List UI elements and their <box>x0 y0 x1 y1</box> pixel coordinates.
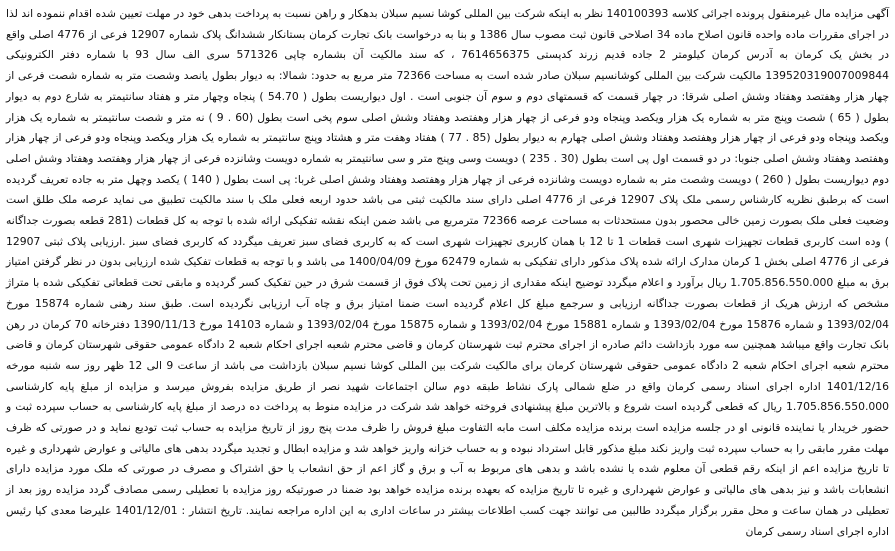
auction-notice-text: آگهی مزایده مال غیرمنقول پرونده اجرائی کلاسه 140100393 نظر به اینکه شرکت بین المللی کوشا نسیم سبلان بدهکار و راهن نسبت به پرداخت بدهی خود در مهلت تعیین شده اقدام ننموده اند لذا در اجرای مقررات ماده واحده قانون اصلاح ماده 34 اصلاحی قانون ثبت مصوب سال 1386 و بنا به درخواست بانک تجارت کرمان بستانکار ششدانگ پلاک شماره 12907 فرعی از 4776 اصلی واقع در بخش یک کرمان به آدرس کرمان کیلومتر 2 جاده قدیم زرند کدپستی 7614656375 ، که سند مالکیت آن بشماره چاپی 571326 سری الف سال 93 با شماره دفتر الکترونیکی 139520319007009844 مالکیت شرکت بین المللی کوشانسیم سبلان صادر شده است به مساحت 72366 متر مربع به حدود: شمالا: به دیوار بطول یانصد وشصت متر به شماره شصت فرعی از چهار هزار وهفتصد وهفتاد وشش اصلی شرقا: در چهار قسمت که قسمتهای دوم و سوم آن جنوبی است . اول دیواریست بطول ( 54.70 ) پنجاه وچهار متر و هفتاد سانتیمتر به شارع دوم به دیوار بطول ( 65 ) شصت وپنج متر به شماره یک هزار ویکصد وپنجاه ودو فرعی از چهار هزار وهفتصد وهفتاد وشش اصلی سوم پخی است بطول (60 . 9 ) نه متر و شصت سانتیمتر به شماره یک هزار ویکصد وپنجاه ودو فرعی از چهار هزار وهفتصد وهفتاد وشش اصلی چهارم به دیوار بطول (85 . 77 ) هفتاد وهفت متر و هشتاد وپنج سانتیمتر به شماره یک هزار ویکصد وپنجاه ودو فرعی از چهار هزار وهفتصد وهفتاد وشش اصلی جنوبا: در دو قسمت اول پی است بطول (30 . 235 ) دویست وسی وپنج متر و سی سانتیمتر به شماره دویست وشانزده فرعی از چهار هزار وهفتصد وهفتاد وشش اصلی دوم دیواریست بطول ( 260 ) دویست وشصت متر به شماره دویست وشانزده فرعی از چهار هزار وهفتصد وهفتاد وشش اصلی غربا: پی است بطول ( 140 ) یکصد وچهل متر به جاده تعریف گردیده است که برطبق نظریه کارشناس رسمی ملک پلاک 12907 فرعی از 4776 اصلی دارای سند مالکیت ثبتی می باشد حدود اربعه فعلی ملک با سند مالکیت تطبیق می نماید عرصه ملک طلق است وضعیت فعلی ملک بصورت زمین خالی محصور بدون مستحدثات به مساحت عرصه 72366 مترمربع می باشد ضمن اینکه نقشه تفکیکی ارائه شده با توجه به کل قطعات (281 قطعه بصورت جداگانه ) وده است کاربری قطعات تجهیزات شهری است قطعات 1 تا 12 با همان کاربری تجهیزات شهری است که به کاربری فضای سبز تعریف میگردد که کاربری فضای سبز .ارزیابی پلاک ثبتی 12907 فرعی از 4776 اصلی بخش 1 کرمان مدارک ارائه شده پلاک مذکور دارای تفکیکی به شماره 62479 مورخ 1400/04/09 می باشد و با توجه به قطعات تفکیک شده ارزیابی بدون در نظر گرفتن امتیاز برق به مبلغ 1.705.856.550.000 ریال برآورد و اعلام میگردد توضیح اینکه مقداری از زمین تحت پلاک فوق از قسمت شرق در حین تفکیک کسر گردیده و مابقی تحت قطعاتی تفکیکی شده با متراژ مشخص که ارزش هریک از قطعات بصورت جداگانه ارزیابی و سرجمع مبلغ کل اعلام گردیده است ضمنا امتیاز برق و چاه آب ارزیابی نگردیده است. طبق سند رهنی شماره 15874 مورخ 1393/02/04 و شماره 15876 مورخ 1393/02/04 و شماره 15881 مورخ 1393/02/04 و شماره 15875 مورخ 1393/02/04 و شماره 14103 مورخ 1390/11/13 دفترخانه 70 کرمان در رهن بانک تجارت واقع میباشد همچنین سه مورد بازداشت دائم صادره از اجرای محترم ثبت شهرستان کرمان و قاضی محترم شعبه اجرای احکام شعبه 2 دادگاه عمومی حقوقی شهرستان کرمان و قاضی محترم شعبه اجرای احکام شعبه 2 دادگاه عمومی حقوقی شهرستان کرمان برای مالکیت شرکت بین المللی کوشا نسیم سبلان بازداشت می باشد از ساعت 9 الی 12 ظهر روز سه شنبه مورخه 1401/12/16 اداره اجرای اسناد رسمی کرمان واقع در ضلع شمالی پارک نشاط طبقه دوم سالن اجتماعات شهید نصر از طریق مزایده بفروش میرسد و مزایده از مبلغ پایه کارشناسی 1.705.856.550.000 ریال که قطعی گردیده است شروع و بالاترین مبلغ پیشنهادی فروخته خواهد شد شرکت در مزایده منوط به پرداخت ده درصد از مبلغ پایه کارشناسی به حساب سپرده ثبت و حضور خریدار یا نماینده قانونی او در جلسه مزایده است برنده مزایده مکلف است مابه التفاوت مبلغ فروش را ظرف مدت پنج روز از تاریخ مزایده به حساب ثبت تودیع نماید و در صورتی که ظرف مهلت مقرر مابقی را به حساب سپرده ثبت واریز نکند مبلغ مذکور قابل استرداد نبوده و به حساب خزانه واریز خواهد شد و مزایده ابطال و تجدید میگردد بدهی های مالیاتی و عوارض شهرداری و غیره تا تاریخ مزایده اعم از اینکه رقم قطعی آن معلوم شده یا نشده باشد و بدهی های مربوط به آب و برق و گاز اعم از حق انشعاب یا حق اشتراک و مصرف در صورتی که ملک مورد مزایده دارای انشعابات باشد و نیز بدهی های مالیاتی و عوارض شهرداری و غیره تا تاریخ مزایده که بعهده برنده مزایده خواهد بود ضمنا در صورتیکه روز مزایده با تعطیلی رسمی مصادف گردد مزایده روز بعد از تعطیلی در همان ساعت و محل مقرر برگزار میگردد طالبین می توانند جهت کسب اطلاعات بیشتر در ساعات اداری به این اداره مراجعه نمایند. تاریخ انتشار : 1401/12/01 علیرضا معدی کیا رئیس اداره اجرای اسناد رسمی کرمان <box>6 7 890 538</box>
